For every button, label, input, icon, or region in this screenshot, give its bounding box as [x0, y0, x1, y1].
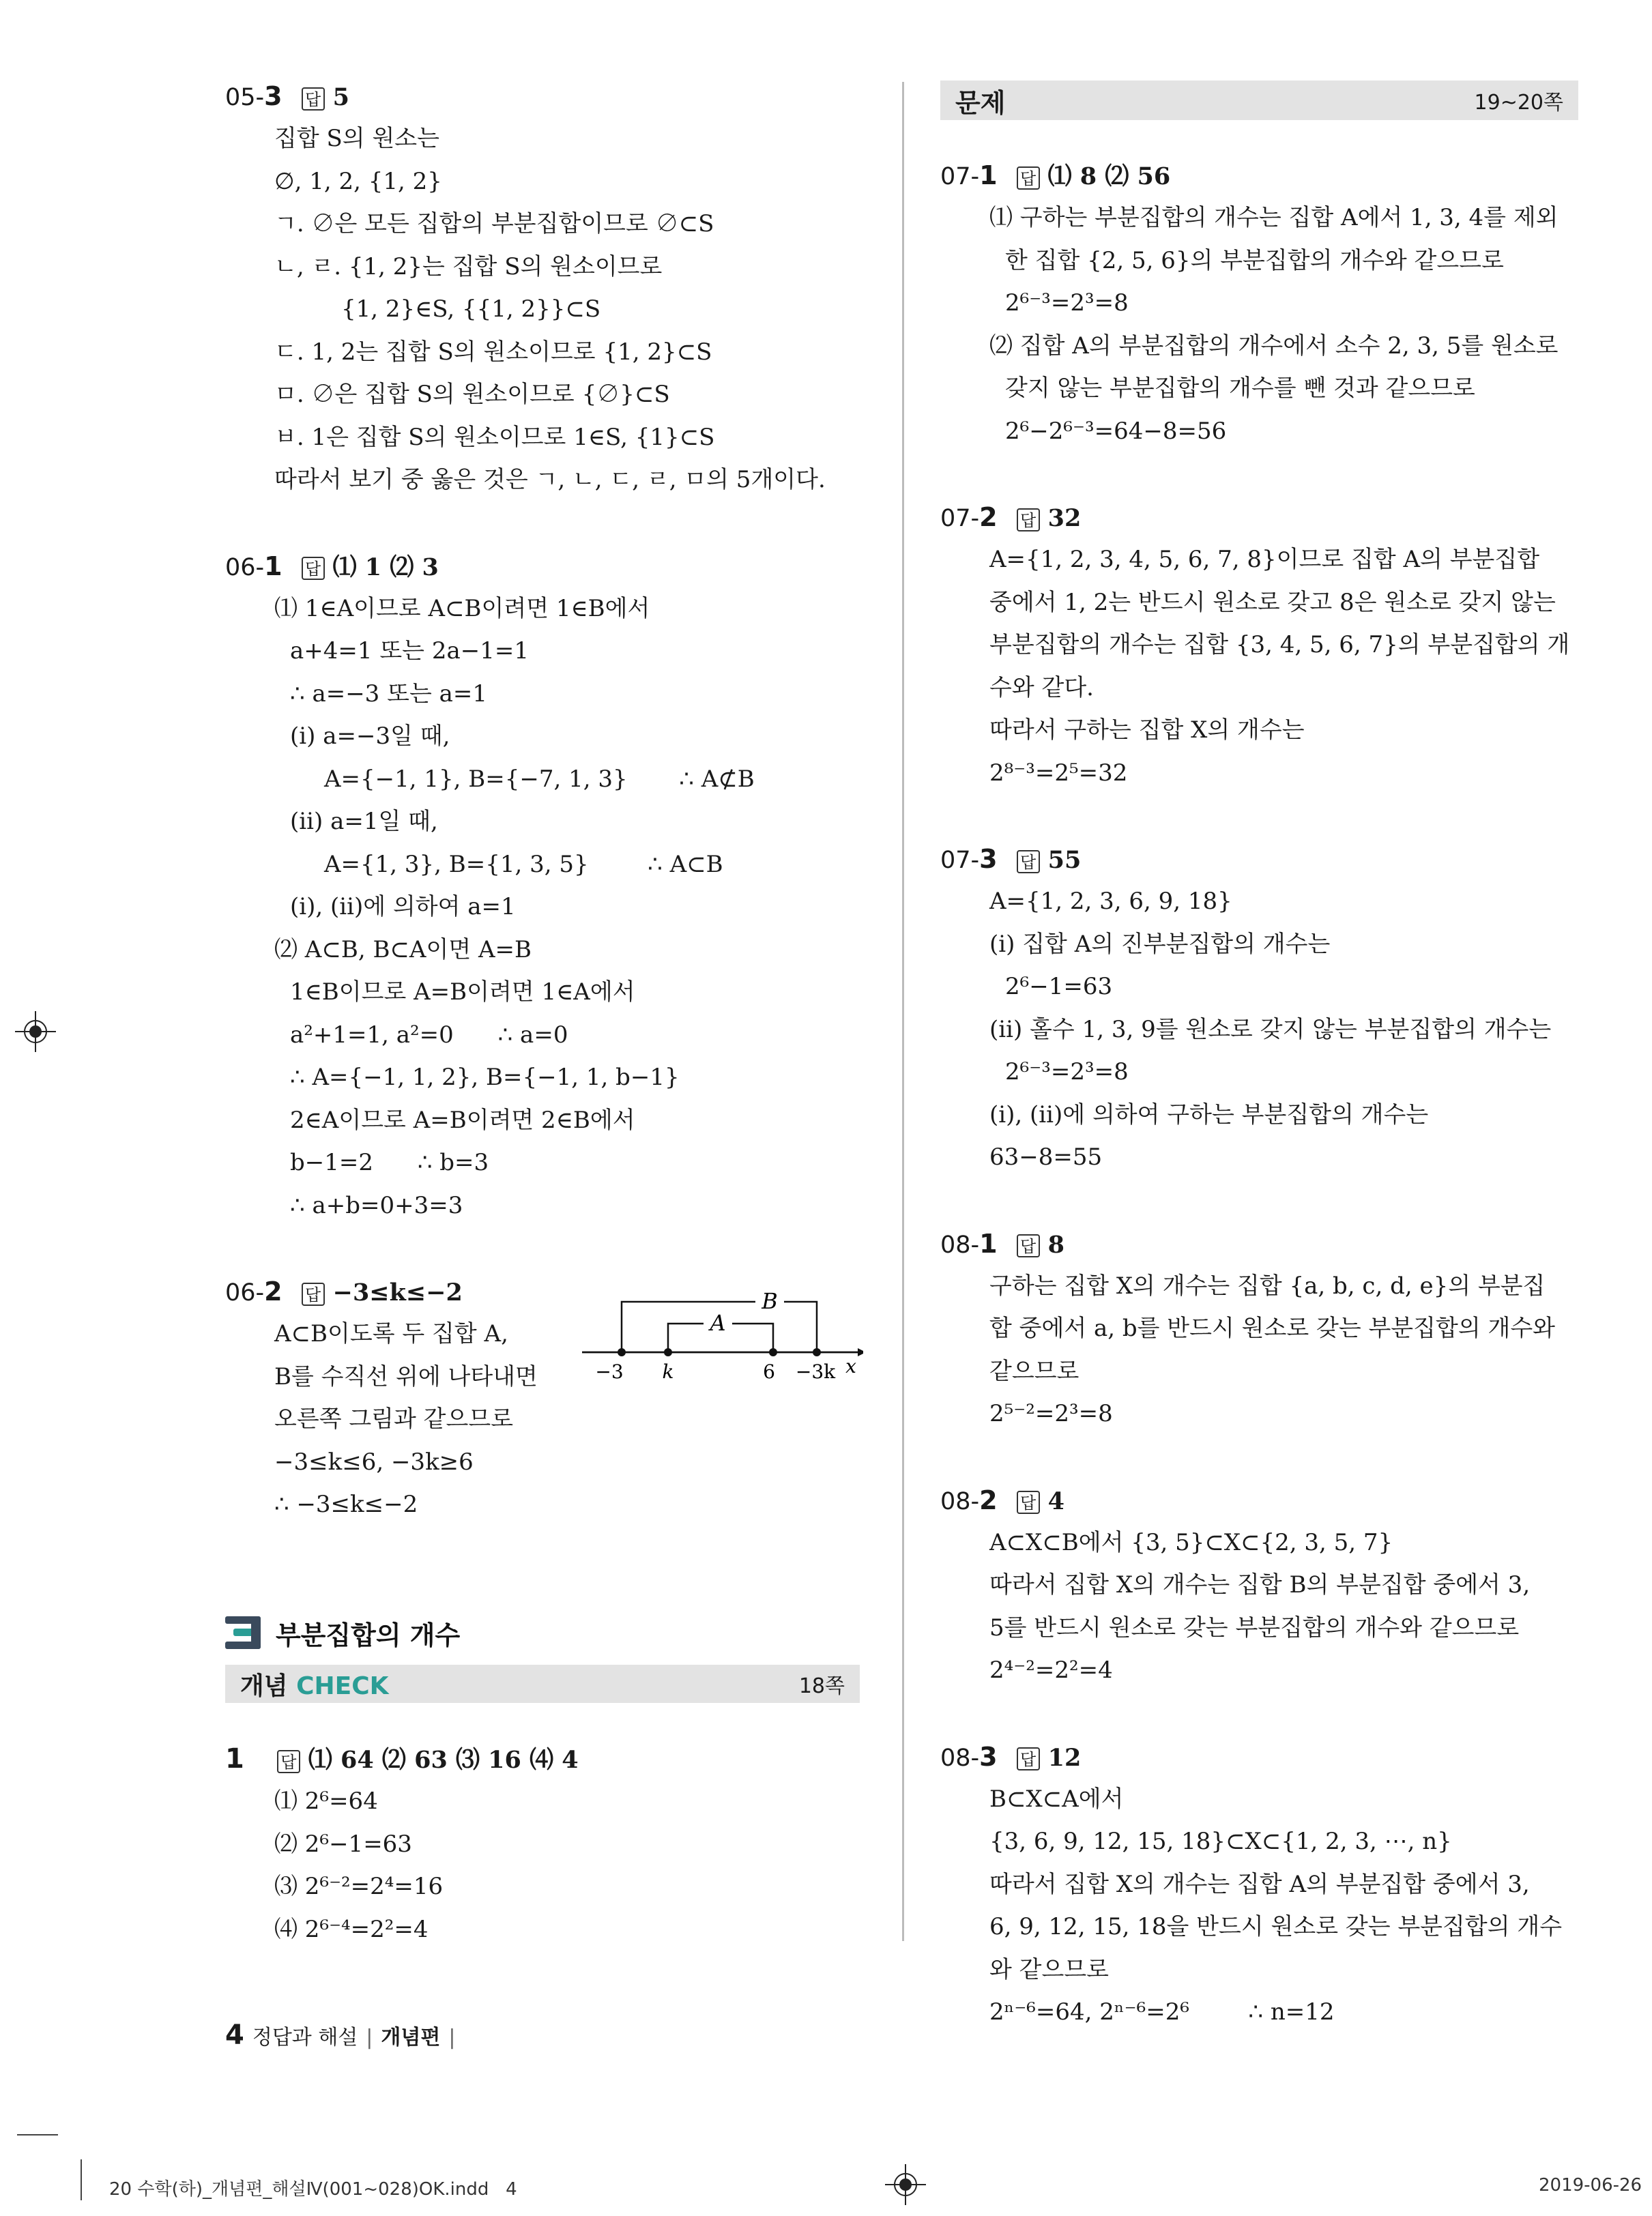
- problem-number-prefix: 07-: [940, 505, 980, 532]
- answer-value: 32: [1047, 504, 1082, 532]
- problem-number: [940, 160, 998, 190]
- problem-number-suffix: 3: [264, 81, 282, 111]
- problem-number-suffix: 1: [979, 160, 998, 190]
- solution-line: A={1, 2, 3, 6, 9, 18}: [989, 888, 1232, 915]
- answer-icon: 답: [1017, 1234, 1040, 1257]
- solution-header: [940, 838, 1578, 880]
- problem-number-suffix: 2: [979, 502, 998, 532]
- solution-header: [225, 545, 860, 587]
- solution-line: (ⅱ) a=1일 때,: [290, 808, 438, 835]
- solution-line: ⑵ 집합 A의 부분집합의 개수에서 소수 2, 3, 5를 원소로: [989, 332, 1559, 360]
- solution-line: A⊂X⊂B에서 {3, 5}⊂X⊂{2, 3, 5, 7}: [989, 1528, 1393, 1556]
- problem-number: [225, 551, 282, 581]
- answer-value: ⑴ 1 ⑵ 3: [332, 553, 439, 581]
- solution-header: [940, 496, 1578, 538]
- problem-band-page: 19~20쪽: [1474, 91, 1563, 115]
- solution-line: 2⁴⁻²=2²=4: [989, 1657, 1113, 1684]
- solution-line: ∴ a+b=0+3=3: [290, 1191, 463, 1219]
- solution-line: A={−1, 1}, B={−7, 1, 3} ∴ A⊄B: [324, 765, 755, 793]
- answer-value: −3≤k≤−2: [332, 1279, 463, 1307]
- section-three-icon: [225, 1616, 261, 1649]
- concept-item-number: 1: [225, 1743, 244, 1775]
- part-name: 개념편: [381, 2026, 441, 2050]
- solution-block: [225, 75, 860, 501]
- problem-number-suffix: 3: [979, 844, 998, 874]
- solution-line: 오른쪽 그림과 같으므로: [274, 1405, 514, 1433]
- solution-line: 구하는 집합 X의 개수는 집합 {a, b, c, d, e}의 부분집: [989, 1272, 1546, 1300]
- concept-check-title: [240, 1667, 389, 1702]
- solution-line: 갖지 않는 부분집합의 개수를 뺀 것과 같으므로: [1005, 375, 1475, 402]
- solution-line: (ⅰ), (ⅱ)에 의하여 a=1: [290, 893, 516, 920]
- solution-line: ∴ −3≤k≤−2: [274, 1491, 418, 1518]
- solution-line: 따라서 구하는 집합 X의 개수는: [989, 716, 1305, 744]
- number-line-svg: [577, 1284, 863, 1393]
- solution-line: 같으므로: [989, 1357, 1079, 1385]
- registration-mark-icon: [14, 1010, 57, 1053]
- number-line-figure: [577, 1284, 863, 1396]
- file-slug: 20 수학(하)_개념편_해설Ⅳ(001~028)OK.indd 4: [109, 2179, 517, 2200]
- answer-value: 5: [332, 83, 349, 111]
- column-divider: [902, 82, 904, 1941]
- solution-header: [940, 154, 1578, 196]
- problem-number-suffix: 1: [264, 551, 282, 581]
- solution-header: [940, 1479, 1578, 1521]
- solution-block: [940, 1479, 1578, 1692]
- solution-line: ∴ A={−1, 1, 2}, B={−1, 1, b−1}: [290, 1064, 680, 1091]
- solution-line: ㄴ, ㄹ. {1, 2}는 집합 S의 원소이므로: [274, 252, 663, 280]
- answer-icon: 답: [1017, 1747, 1040, 1770]
- problem-number-prefix: 06-: [225, 1279, 265, 1307]
- solution-line: 2⁶⁻³=2³=8: [1005, 289, 1129, 317]
- solution-line: 1∈B이므로 A=B이려면 1∈A에서: [290, 978, 635, 1006]
- solution-line: 합 중에서 a, b를 반드시 원소로 갖는 부분집합의 개수와: [989, 1315, 1556, 1342]
- concept-item-header: [225, 1738, 860, 1780]
- concept-check-band: [225, 1665, 860, 1703]
- tick-label: 6: [763, 1360, 775, 1383]
- solution-line: (ⅰ), (ⅱ)에 의하여 구하는 부분집합의 개수는: [989, 1100, 1429, 1128]
- problem-number-suffix: 3: [979, 1741, 998, 1772]
- solution-line: 6, 9, 12, 15, 18을 반드시 원소로 갖는 부분집합의 개수: [989, 1913, 1563, 1940]
- problem-number-prefix: 05-: [225, 84, 265, 111]
- answer-icon: 답: [1017, 166, 1040, 190]
- problem-number-prefix: 08-: [940, 1231, 980, 1259]
- solution-line: 따라서 보기 중 옳은 것은 ㄱ, ㄴ, ㄷ, ㄹ, ㅁ의 5개이다.: [274, 466, 826, 493]
- answer-value: ⑴ 8 ⑵ 56: [1047, 162, 1171, 190]
- problem-number-suffix: 2: [264, 1277, 282, 1307]
- solution-block: [940, 154, 1578, 452]
- registration-mark-icon: [884, 2163, 927, 2206]
- answer-icon: 답: [1017, 1491, 1040, 1514]
- solution-line: 63−8=55: [989, 1143, 1103, 1171]
- solution-line: B⊂X⊂A에서: [989, 1785, 1124, 1813]
- solution-block: [940, 1223, 1578, 1435]
- problem-number-prefix: 07-: [940, 163, 980, 190]
- solution-line: ⑵ A⊂B, B⊂A이면 A=B: [274, 935, 532, 963]
- concept-page-ref: 18쪽: [798, 1674, 845, 1698]
- answer-icon: 답: [302, 87, 325, 111]
- solution-line: (ⅰ) a=−3일 때,: [290, 723, 450, 750]
- solution-line: ㅁ. ∅은 집합 S의 원소이므로 {∅}⊂S: [274, 381, 670, 408]
- check-label: CHECK: [296, 1672, 389, 1700]
- solution-line: b−1=2 ∴ b=3: [290, 1149, 489, 1176]
- answer-value: 4: [1047, 1487, 1064, 1515]
- solution-line: a²+1=1, a²=0 ∴ a=0: [290, 1021, 568, 1049]
- concept-item: [225, 1738, 860, 1951]
- tick-label: −3: [595, 1360, 624, 1383]
- solution-line: ⑷ 2⁶⁻⁴=2²=4: [274, 1915, 429, 1943]
- solution-line: 따라서 집합 X의 개수는 집합 B의 부분집합 중에서 3,: [989, 1571, 1531, 1599]
- solution-line: 와 같으므로: [989, 1955, 1110, 1983]
- solution-line: ∅, 1, 2, {1, 2}: [274, 167, 442, 195]
- answer-icon: 답: [277, 1750, 300, 1773]
- solution-line: {3, 6, 9, 12, 15, 18}⊂X⊂{1, 2, 3, ⋯, n}: [989, 1828, 1452, 1855]
- footer-separator: |: [448, 2026, 456, 2050]
- solution-line: (ⅰ) 집합 A의 진부분집합의 개수는: [989, 930, 1331, 958]
- problem-band-title: 문제: [955, 87, 1006, 118]
- solution-line: ⑶ 2⁶⁻²=2⁴=16: [274, 1873, 444, 1900]
- solution-line: A⊂B이도록 두 집합 A,: [274, 1320, 508, 1347]
- problem-number-suffix: 1: [979, 1228, 998, 1259]
- tick-label: −3k: [795, 1360, 836, 1383]
- solution-line: ⑴ 구하는 부분집합의 개수는 집합 A에서 1, 3, 4를 제외: [989, 204, 1559, 231]
- solution-line: 따라서 집합 X의 개수는 집합 A의 부분집합 중에서 3,: [989, 1870, 1530, 1898]
- solution-line: ㄷ. 1, 2는 집합 S의 원소이므로 {1, 2}⊂S: [274, 338, 712, 366]
- problem-number: [225, 81, 282, 111]
- solution-line: 2⁶−1=63: [1005, 973, 1113, 1000]
- print-date: 2019-06-26: [1539, 2175, 1642, 2196]
- solution-block: [940, 1736, 1578, 2034]
- solution-line: −3≤k≤6, −3k≥6: [274, 1448, 474, 1476]
- solution-line: ⑴ 2⁶=64: [274, 1788, 378, 1815]
- set-a-label: A: [710, 1310, 726, 1336]
- solution-line: A={1, 3}, B={1, 3, 5} ∴ A⊂B: [324, 850, 723, 878]
- page-number: 4: [225, 2020, 244, 2051]
- solution-line: 2⁵⁻²=2³=8: [989, 1400, 1113, 1427]
- solution-line: 한 집합 {2, 5, 6}의 부분집합의 개수와 같으므로: [1005, 246, 1504, 274]
- answer-value: 8: [1047, 1230, 1064, 1259]
- problem-number-prefix: 06-: [225, 553, 265, 581]
- solution-header: [225, 75, 860, 117]
- set-b-label: B: [762, 1288, 778, 1314]
- solution-line: 부분집합의 개수는 집합 {3, 4, 5, 6, 7}의 부분집합의 개: [989, 631, 1570, 658]
- problem-number: [940, 844, 998, 874]
- answer-icon: 답: [302, 1283, 325, 1306]
- solution-line: 2∈A이므로 A=B이려면 2∈B에서: [290, 1106, 635, 1134]
- solution-line: ㄱ. ∅은 모든 집합의 부분집합이므로 ∅⊂S: [274, 210, 714, 237]
- tick-label: k: [662, 1360, 674, 1383]
- answer-icon: 답: [1017, 508, 1040, 531]
- solution-line: ⑴ 1∈A이므로 A⊂B이려면 1∈B에서: [274, 594, 650, 622]
- section-title: [225, 1616, 460, 1650]
- problem-number-prefix: 08-: [940, 1487, 980, 1515]
- problem-number-prefix: 07-: [940, 847, 980, 874]
- solution-line: 중에서 1, 2는 반드시 원소로 갖고 8은 원소로 갖지 않는: [989, 588, 1556, 616]
- page-footer: [225, 2020, 455, 2051]
- solution-line: {1, 2}∈S, {{1, 2}}⊂S: [341, 295, 601, 323]
- concept-label: 개념: [240, 1672, 297, 1700]
- answer-value: 55: [1047, 846, 1082, 874]
- book-title: 정답과 해설: [252, 2026, 358, 2050]
- problem-number: [225, 1279, 282, 1307]
- axis-label: x: [845, 1355, 856, 1377]
- solution-line: 2⁸⁻³=2⁵=32: [989, 759, 1128, 787]
- solution-line: 2⁶−2⁶⁻³=64−8=56: [1005, 417, 1227, 445]
- solution-block: [225, 545, 860, 1227]
- solution-line: 수와 같다.: [989, 673, 1094, 701]
- solution-line: ⑵ 2⁶−1=63: [274, 1830, 412, 1858]
- crop-mark: [17, 2134, 58, 2135]
- solution-line: A={1, 2, 3, 4, 5, 6, 7, 8}이므로 집합 A의 부분집합: [989, 546, 1540, 573]
- problem-number: [940, 1741, 998, 1772]
- solution-line: 집합 S의 원소는: [274, 125, 439, 152]
- crop-mark: [81, 2159, 82, 2200]
- solution-block: [940, 838, 1578, 1179]
- solution-block: [940, 496, 1578, 794]
- problem-band: [940, 81, 1578, 120]
- solution-header: [940, 1223, 1578, 1265]
- answer-icon: 답: [302, 557, 325, 580]
- problem-number-prefix: 08-: [940, 1744, 980, 1772]
- answer-value: 12: [1047, 1743, 1082, 1772]
- solution-line: a+4=1 또는 2a−1=1: [290, 637, 529, 665]
- solution-line: 5를 반드시 원소로 갖는 부분집합의 개수와 같으므로: [989, 1614, 1520, 1642]
- problem-number-suffix: 2: [979, 1485, 998, 1515]
- solution-line: ㅂ. 1은 집합 S의 원소이므로 1∈S, {1}⊂S: [274, 423, 715, 451]
- solution-line: 2ⁿ⁻⁶=64, 2ⁿ⁻⁶=2⁶ ∴ n=12: [989, 1998, 1335, 2026]
- solution-line: ∴ a=−3 또는 a=1: [290, 680, 488, 708]
- solution-line: 2⁶⁻³=2³=8: [1005, 1058, 1129, 1085]
- problem-number: [940, 502, 998, 532]
- problem-number: [940, 1228, 998, 1259]
- solution-line: (ⅱ) 홀수 1, 3, 9를 원소로 갖지 않는 부분집합의 개수는: [989, 1015, 1552, 1043]
- right-column: [940, 154, 1578, 2078]
- solution-line: B를 수직선 위에 나타내면: [274, 1362, 538, 1390]
- footer-separator: |: [366, 2026, 373, 2050]
- problem-number: [940, 1485, 998, 1515]
- answer-icon: 답: [1017, 850, 1040, 873]
- answer-value: ⑴ 64 ⑵ 63 ⑶ 16 ⑷ 4: [308, 1746, 579, 1774]
- section-title-text: 부분집합의 개수: [276, 1620, 461, 1650]
- solution-header: [940, 1736, 1578, 1778]
